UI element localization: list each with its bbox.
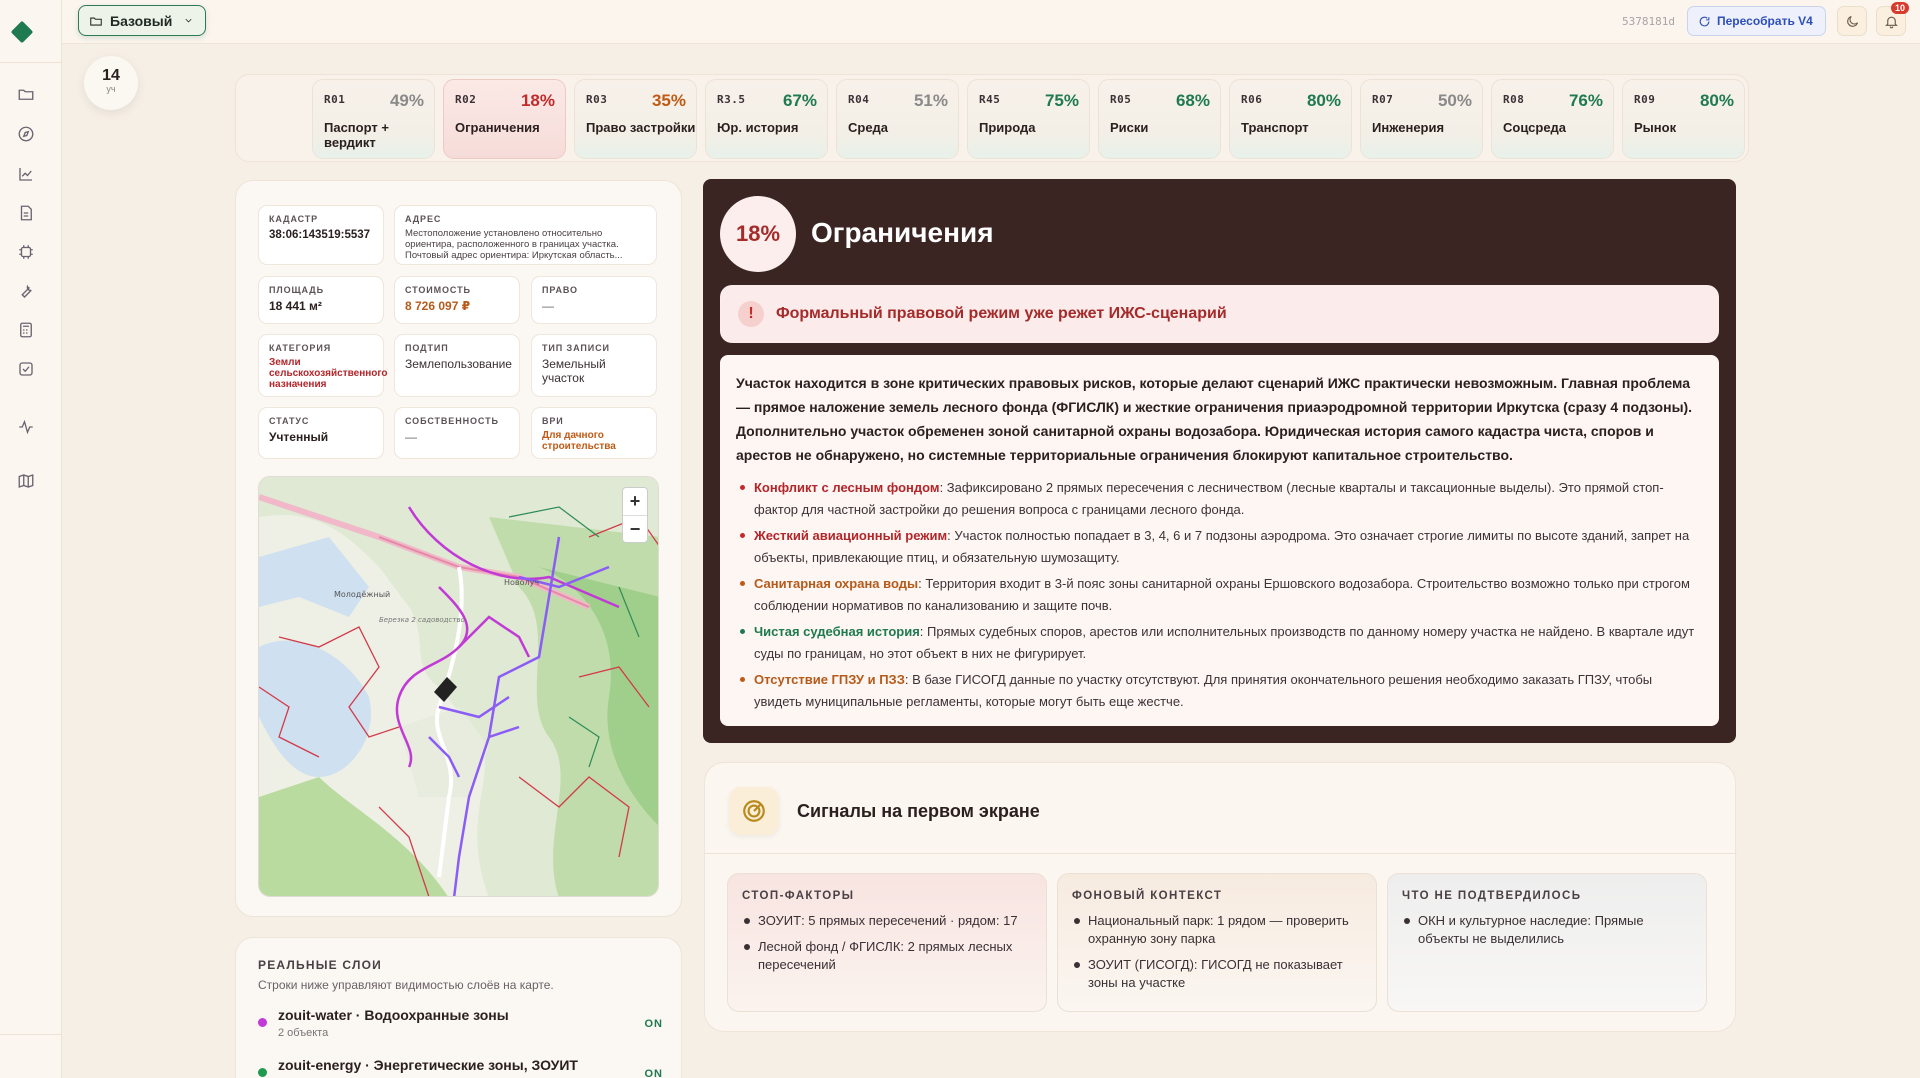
layers-card (235, 937, 682, 1078)
restrictions-panel (703, 179, 1736, 743)
zoom-in-button[interactable]: + (629, 491, 641, 511)
signal-card-context (1057, 873, 1377, 1012)
signal-card-title: ЧТО НЕ ПОДТВЕРДИЛОСЬ (1402, 890, 1582, 902)
left-rail (0, 0, 62, 1078)
point-heading: Чистая судебная история (754, 624, 920, 639)
point-text: : Прямых судебных споров, арестов или исполнительных производств по данному номеру участка не найдено. В квартале идут суды по границам, но этот объект в них не фигурирует. (754, 624, 1695, 661)
section-code: R03 (586, 93, 608, 106)
subtype-value: Землепользование (405, 357, 512, 371)
field-label: ПОДТИП (405, 343, 449, 353)
section-code: R02 (455, 93, 477, 106)
section-score: 35% (651, 91, 686, 110)
section-name: Среда (848, 120, 889, 135)
alert-banner (720, 285, 1719, 343)
section-code: R08 (1503, 93, 1525, 106)
layers-title: РЕАЛЬНЫЕ СЛОИ (258, 958, 382, 972)
rail-divider-bottom (0, 1034, 62, 1035)
signals-header (705, 763, 1737, 854)
section-code: R3.5 (717, 93, 746, 106)
section-tile-r03[interactable] (574, 79, 697, 159)
section-name: Ограничения (455, 120, 540, 135)
topbar (62, 0, 1920, 44)
layers-subtitle: Строки ниже управляют видимостью слоёв на карте. (258, 978, 554, 992)
map-label-molodezhny: Молодёжный (334, 590, 391, 599)
refresh-icon (1698, 15, 1711, 28)
signal-item: Лесной фонд / ФГИСЛК: 2 прямых лесных пересечений (742, 938, 1032, 974)
section-name: Паспорт + вердикт (324, 120, 389, 150)
analysis-point (736, 669, 1703, 712)
parcel-count-value: 14 (102, 67, 120, 84)
point-text: : В базе ГИСОГД данные по участку отсутствуют. Для принятия окончательного решения необходимо заказать ГПЗУ, чтобы увидеть муниципальные регламенты, которые могут быть еще жестче. (754, 672, 1653, 709)
field-label: ВРИ (542, 416, 564, 426)
ownership-value: — (405, 430, 417, 444)
field-label: СТОИМОСТЬ (405, 285, 471, 295)
field-right (531, 276, 657, 324)
field-label: СОБСТВЕННОСТЬ (405, 416, 499, 426)
record-type-value: Земельный участок (542, 357, 606, 385)
layer-count: 2 объекта (278, 1027, 329, 1039)
folder-icon[interactable] (16, 84, 36, 104)
point-heading: Отсутствие ГПЗУ и ПЗЗ (754, 672, 905, 687)
preset-label: Базовый (110, 12, 173, 29)
score-badge: 18% (720, 196, 796, 272)
vri-value: Для дачного строительства (542, 430, 616, 452)
section-code: R09 (1634, 93, 1656, 106)
layer-toggle[interactable]: ON (644, 1018, 663, 1030)
field-label: ПРАВО (542, 285, 578, 295)
alert-icon: ! (738, 301, 764, 327)
chart-line-icon[interactable] (16, 164, 36, 184)
section-tile-r01[interactable] (312, 79, 435, 159)
theme-toggle-button[interactable] (1837, 6, 1867, 36)
wrench-icon[interactable] (16, 281, 36, 301)
point-heading: Конфликт с лесным фондом (754, 480, 940, 495)
section-code: R04 (848, 93, 870, 106)
parcel-count-unit: уч (106, 84, 116, 94)
point-text: : Участок полностью попадает в 3, 4, 6 и 7 подзоны аэродрома. Это означает строгие лимиты по высоте зданий, запрет на объекты, привлекающие птиц, и обязательную шумозащиту. (754, 528, 1690, 565)
signal-card-stop (727, 873, 1047, 1012)
section-score: 50% (1437, 91, 1472, 110)
section-name: Юр. история (717, 120, 799, 135)
layer-color-dot (258, 1018, 267, 1027)
folder-open-icon (89, 14, 103, 28)
section-code: R06 (1241, 93, 1263, 106)
chip-icon[interactable] (16, 242, 36, 262)
section-score: 51% (913, 91, 948, 110)
area-value: 18 441 м² (269, 299, 322, 313)
field-label: КАДАСТР (269, 214, 319, 224)
section-code: R07 (1372, 93, 1394, 106)
section-tile-r06[interactable] (1229, 79, 1352, 159)
category-value: Земли сельскохозяйственного назначения (269, 357, 388, 390)
calculator-icon[interactable] (16, 320, 36, 340)
section-tiles-row (235, 74, 1749, 162)
zoom-out-button[interactable]: − (623, 515, 647, 542)
layer-color-dot (258, 1068, 267, 1077)
layer-name: zouit-energy · Энергетические зоны, ЗОУИТ (278, 1057, 578, 1073)
parcel-count-bubble[interactable] (84, 56, 138, 110)
section-name: Природа (979, 120, 1036, 135)
section-tile-r09[interactable] (1622, 79, 1745, 159)
section-name: Транспорт (1241, 120, 1309, 135)
analysis-points (736, 477, 1703, 712)
rebuild-label: Пересобрать V4 (1717, 14, 1813, 28)
bell-icon (1884, 14, 1899, 29)
radar-icon (729, 787, 779, 835)
section-score: 80% (1306, 91, 1341, 110)
rail-divider (0, 62, 62, 63)
cost-value: 8 726 097 ₽ (405, 299, 471, 313)
parcel-map[interactable] (258, 476, 659, 897)
field-address (394, 205, 657, 265)
signal-card-none (1387, 873, 1707, 1012)
parcel-passport-card (235, 180, 682, 917)
section-score: 18% (520, 91, 555, 110)
signals-title: Сигналы на первом экране (797, 801, 1040, 821)
signal-item: Национальный парк: 1 рядом — проверить охранную зону парка (1072, 912, 1362, 948)
field-label: ПЛОЩАДЬ (269, 285, 324, 295)
field-label: АДРЕС (405, 214, 442, 224)
field-cost (394, 276, 520, 324)
point-text: : Зафиксировано 2 прямых пересечения с лесничеством (лесные кварталы и таксационные выделы). Это прямой стоп-фактор для частной застройки до решения вопроса с границами лесного фонда. (754, 480, 1664, 517)
section-tile-r05[interactable] (1098, 79, 1221, 159)
section-tile-r45[interactable] (967, 79, 1090, 159)
layer-toggle[interactable]: ON (644, 1068, 663, 1078)
field-status (258, 407, 384, 459)
notifications-badge: 10 (1891, 2, 1909, 14)
section-name: Риски (1110, 120, 1149, 135)
document-icon[interactable] (16, 203, 36, 223)
panel-title: Ограничения (811, 217, 994, 248)
field-area (258, 276, 384, 324)
map-label-berezka: Березка 2 садоводство (379, 616, 465, 624)
analysis-point (736, 525, 1703, 568)
moon-icon (1845, 14, 1860, 29)
signal-item: ОКН и культурное наследие: Прямые объекты не выделились (1402, 912, 1692, 948)
notifications-button[interactable] (1876, 3, 1906, 36)
section-tile-r3-5[interactable] (705, 79, 828, 159)
map-canvas[interactable] (259, 477, 659, 897)
alert-text: Формальный правовой режим уже режет ИЖС-сценарий (776, 305, 1227, 322)
app-logo-icon[interactable] (11, 21, 34, 44)
cadastre-value[interactable]: 38:06:143519:5537 (269, 229, 371, 241)
map-zoom-control (622, 487, 648, 543)
analysis-text (720, 355, 1719, 726)
field-label: ТИП ЗАПИСИ (542, 343, 610, 353)
section-code: R05 (1110, 93, 1132, 106)
section-score: 49% (389, 91, 424, 110)
checkbox-icon[interactable] (16, 359, 36, 379)
preset-dropdown[interactable] (78, 5, 206, 36)
point-heading: Санитарная охрана воды (754, 576, 919, 591)
point-heading: Жесткий авиационный режим (754, 528, 948, 543)
section-code: R45 (979, 93, 1001, 106)
analysis-point (736, 621, 1703, 664)
rebuild-button[interactable] (1687, 6, 1826, 36)
layer-name: zouit-water · Водоохранные зоны (278, 1007, 509, 1023)
chevron-down-icon (183, 15, 194, 26)
field-record-type (531, 334, 657, 397)
signal-card-title: ФОНОВЫЙ КОНТЕКСТ (1072, 890, 1223, 902)
build-hash: 5378181d (1622, 15, 1675, 28)
signal-card-title: СТОП-ФАКТОРЫ (742, 890, 855, 902)
section-score: 68% (1175, 91, 1210, 110)
section-name: Рынок (1634, 120, 1677, 135)
map-icon[interactable] (16, 471, 36, 491)
activity-icon[interactable] (16, 417, 36, 437)
section-code: R01 (324, 93, 346, 106)
field-cadastre (258, 205, 384, 265)
section-name: Соцсреда (1503, 120, 1567, 135)
section-name: Право застройки (586, 120, 696, 135)
field-subtype (394, 334, 520, 397)
signal-item: ЗОУИТ: 5 прямых пересечений · рядом: 17 (742, 912, 1032, 930)
section-tile-r07[interactable] (1360, 79, 1483, 159)
analysis-point (736, 573, 1703, 616)
address-value: Местоположение установлено относительно ориентира, расположенного в границах участка. Почтовый адрес ориентира: Иркутская область... (405, 228, 623, 261)
field-ownership (394, 407, 520, 459)
section-score: 67% (782, 91, 817, 110)
compass-icon[interactable] (16, 124, 36, 144)
signal-item: ЗОУИТ (ГИСОГД): ГИСОГД не показывает зоны на участке (1072, 956, 1362, 992)
field-label: КАТЕГОРИЯ (269, 343, 332, 353)
section-tile-r02[interactable] (443, 79, 566, 159)
section-name: Инженерия (1372, 120, 1445, 135)
analysis-summary: Участок находится в зоне критических правовых рисков, которые делают сценарий ИЖС практически невозможным. Главная проблема — прямое наложение земель лесного фонда (ФГИСЛК) и жесткие ограничения приаэродромной территории Иркутска (сразу 4 подзоны). Дополнительно участок обременен зоной санитарной охраны водозабора. Юридическая история самого кадастра чиста, споров и арестов не обнаружено, но системные территориальные ограничения блокируют капитальное строительство. (736, 375, 1693, 463)
signals-card (704, 762, 1736, 1032)
right-value: — (542, 299, 554, 313)
map-label-novoluch: Новолуч (504, 578, 540, 587)
section-tile-r08[interactable] (1491, 79, 1614, 159)
field-vri (531, 407, 657, 459)
section-score: 76% (1568, 91, 1603, 110)
section-tile-r04[interactable] (836, 79, 959, 159)
field-label: СТАТУС (269, 416, 310, 426)
field-category (258, 334, 388, 397)
analysis-point (736, 477, 1703, 520)
status-value: Учтенный (269, 430, 329, 444)
section-score: 80% (1699, 91, 1734, 110)
section-score: 75% (1044, 91, 1079, 110)
point-text: : Территория входит в 3-й пояс зоны санитарной охраны Ершовского водозабора. Строительство возможно только при строгом соблюдении нормативов по канализованию и защите почв. (754, 576, 1690, 613)
